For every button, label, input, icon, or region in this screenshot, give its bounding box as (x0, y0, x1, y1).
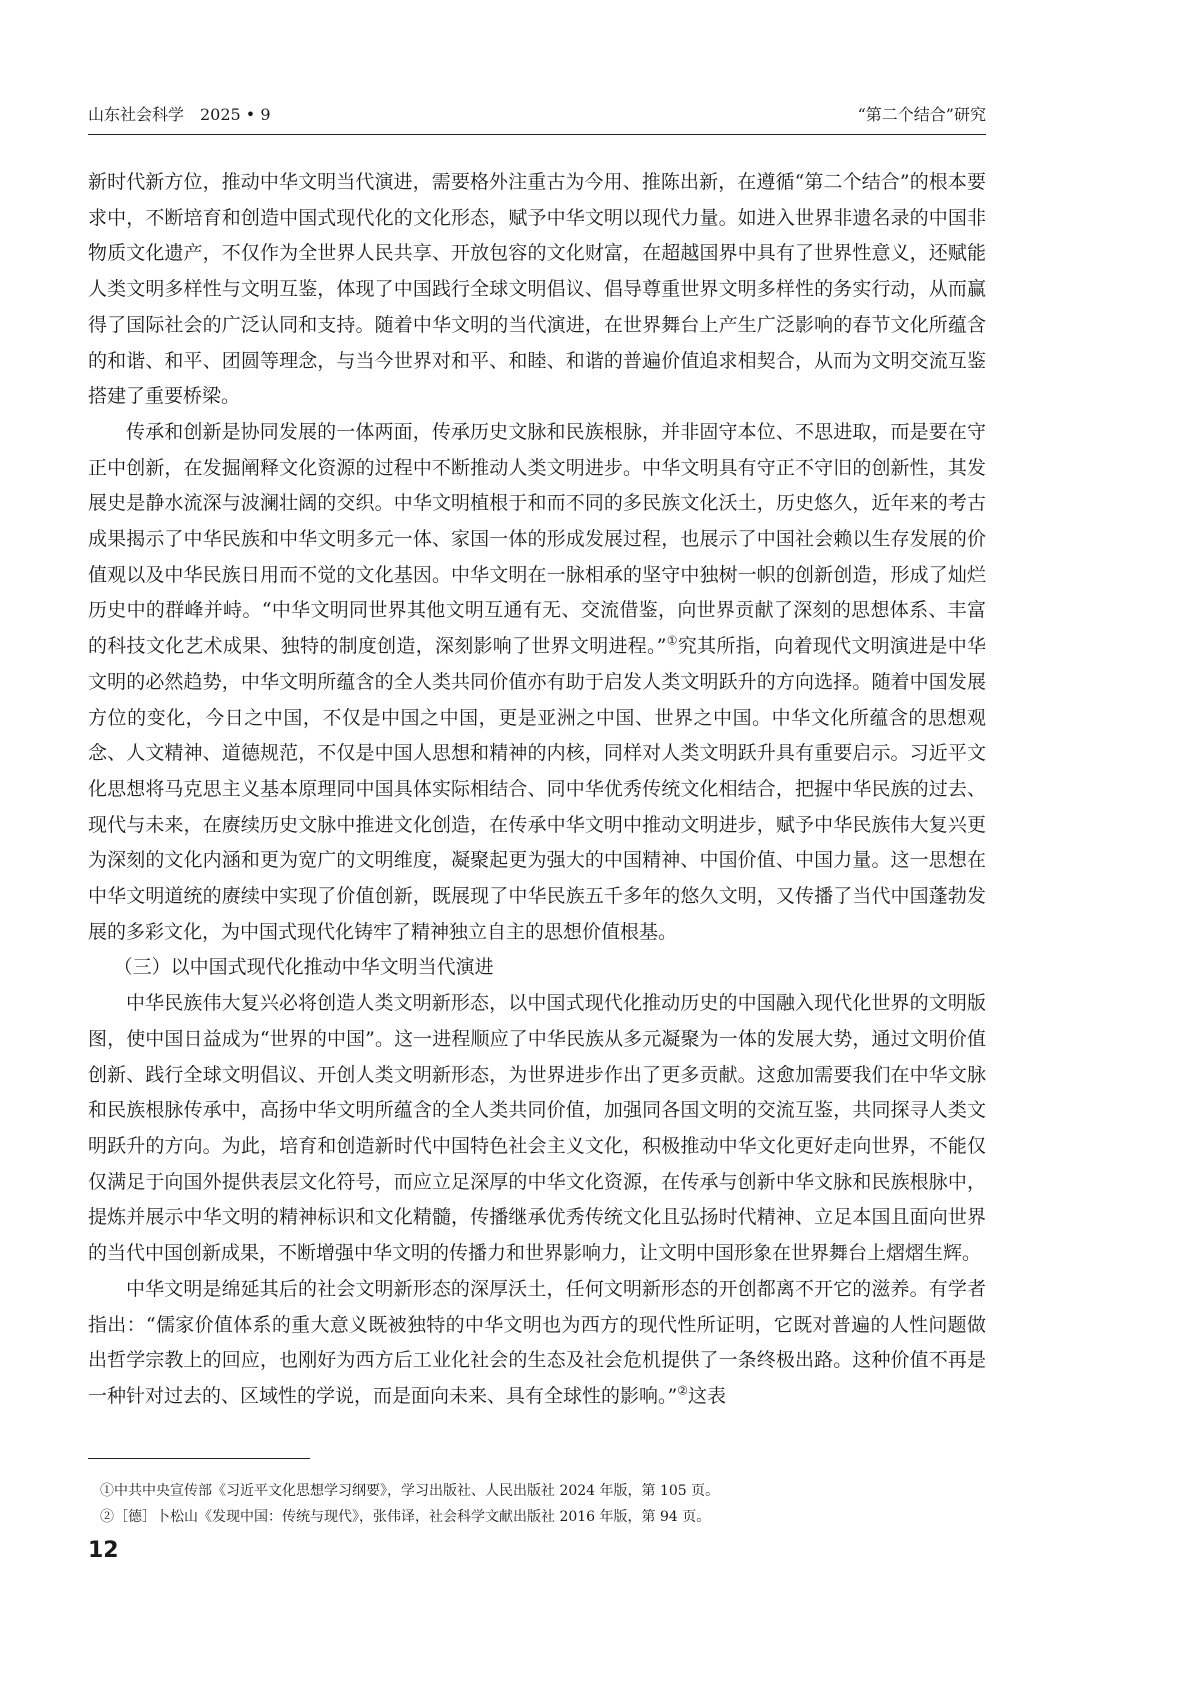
footnote-ref-1: ① (666, 633, 678, 648)
paragraph-1: 新时代新方位，推动中华文明当代演进，需要格外注重古为今用、推陈出新，在遵循“第二个结合”的根本要求中，不断培育和创造中国式现代化的文化形态，赋予中华文明以现代力量。如进入世界非遗名录的中国非物质文化遗产，不仅作为全世界人民共享、开放包容的文化财富，在超越国界中具有了世界性意义，还赋能人类文明多样性与文明互鉴，体现了中国践行全球文明倡议、倡导尊重世界文明多样性的务实行动，从而赢得了国际社会的广泛认同和支持。随着中华文明的当代演进，在世界舞台上产生广泛影响的春节文化所蕴含的和谐、和平、团圆等理念，与当今世界对和平、和睦、和谐的普遍价值追求相契合，从而为文明交流互鉴搭建了重要桥梁。 (88, 171, 986, 408)
paragraph-4-cont: 这表 (687, 1384, 726, 1407)
footnotes (100, 1478, 980, 1530)
journal-name: 山东社会科学 2025 • 9 (88, 105, 271, 124)
section-name: “第二个结合”研究 (857, 105, 986, 124)
paragraph-2-text: 传承和创新是协同发展的一体两面，传承历史文脉和民族根脉，并非固守本位、不思进取，而是要在守正中创新，在发掘阐释文化资源的过程中不断推动人类文明进步。中华文明具有守正不守旧的创新性，其发展史是静水流深与波澜壮阔的交织。中华文明植根于和而不同的多民族文化沃土，历史悠久，近年来的考古成果揭示了中华民族和中华文明多元一体、家国一体的形成发展过程，也展示了中国社会赖以生存发展的价值观以及中华民族日用而不觉的文化基因。中华文明在一脉相承的坚守中独树一帜的创新创造，形成了灿烂历史中的群峰并峙。“中华文明同世界其他文明互通有无、交流借鉴，向世界贡献了深刻的思想体系、丰富的科技文化艺术成果、独特的制度创造，深刻影响了世界文明进程。” (88, 420, 986, 658)
footnote-divider (88, 1458, 310, 1459)
footnote-1: ①中共中央宣传部《习近平文化思想学习纲要》，学习出版社、人民出版社 2024 年版，第 105 页。 (100, 1483, 720, 1499)
footnote-2: ②［德］卜松山《发现中国：传统与现代》，张伟译，社会科学文献出版社 2016 年版，第 94 页。 (100, 1509, 711, 1525)
paragraph-2 (88, 415, 986, 951)
paragraph-4 (88, 1272, 986, 1415)
article-body (88, 165, 986, 1415)
page-number: 12 (88, 1538, 119, 1563)
paragraph-2-cont: 究其所指，向着现代文明演进是中华文明的必然趋势，中华文明所蕴含的全人类共同价值亦有助于启发人类文明跃升的方向选择。随着中国发展方位的变化，今日之中国，不仅是中国之中国，更是亚洲之中国、世界之中国。中华文化所蕴含的思想观念、人文精神、道德规范，不仅是中国人思想和精神的内核，同样对人类文明跃升具有重要启示。习近平文化思想将马克思主义基本原理同中国具体实际相结合、同中华优秀传统文化相结合，把握中华民族的过去、现代与未来，在赓续历史文脉中推进文化创造，在传承中华文明中推动文明进步，赋予中华民族伟大复兴更为深刻的文化内涵和更为宽广的文明维度，凝聚起更为强大的中国精神、中国价值、中国力量。这一思想在中华文明道统的赓续中实现了价值创新，既展现了中华民族五千多年的悠久文明，又传播了当代中国蓬勃发展的多彩文化，为中国式现代化铸牢了精神独立自主的思想价值根基。 (88, 635, 986, 943)
paragraph-4-text: 中华文明是绵延其后的社会文明新形态的深厚沃土，任何文明新形态的开创都离不开它的滋养。有学者指出：“儒家价值体系的重大意义既被独特的中华文明也为西方的现代性所证明，它既对普遍的人性问题做出哲学宗教上的回应，也刚好为西方后工业化社会的生态及社会危机提供了一条终极出路。这种价值不再是一种针对过去的、区域性的学说，而是面向未来、具有全球性的影响。” (88, 1277, 986, 1407)
paragraph-3: 中华民族伟大复兴必将创造人类文明新形态，以中国式现代化推动历史的中国融入现代化世界的文明版图，使中国日益成为“世界的中国”。这一进程顺应了中华民族从多元凝聚为一体的发展大势，通过文明价值创新、践行全球文明倡议、开创人类文明新形态，为世界进步作出了更多贡献。这愈加需要我们在中华文脉和民族根脉传承中，高扬中华文明所蕴含的全人类共同价值，加强同各国文明的交流互鉴，共同探寻人类文明跃升的方向。为此，培育和创造新时代中国特色社会主义文化，积极推动中华文化更好走向世界，不能仅仅满足于向国外提供表层文化符号，而应立足深厚的中华文化资源，在传承与创新中华文脉和民族根脉中，提炼并展示中华文明的精神标识和文化精髓，传播继承优秀传统文化且弘扬时代精神、立足本国且面向世界的当代中国创新成果，不断增强中华文明的传播力和世界影响力，让文明中国形象在世界舞台上熠熠生辉。 (88, 992, 986, 1265)
running-header (88, 104, 986, 126)
header-divider (88, 134, 986, 135)
footnote-ref-2: ② (677, 1383, 688, 1398)
section-heading: （三）以中国式现代化推动中华文明当代演进 (113, 956, 494, 979)
